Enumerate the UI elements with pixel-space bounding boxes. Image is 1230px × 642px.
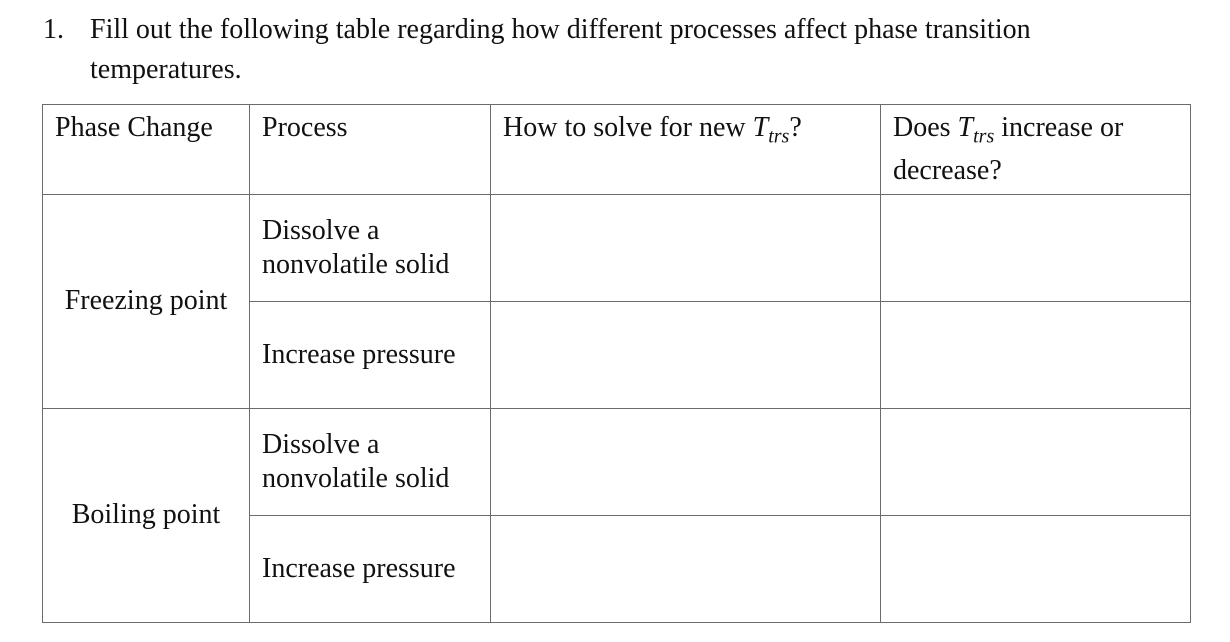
- question-number: 1.: [43, 14, 64, 45]
- t-subscript: trs: [973, 125, 995, 148]
- question-text-1: Fill out the following table regarding how different processes affect phase transition: [90, 14, 1031, 45]
- how-to-solve-answer-cell[interactable]: [491, 301, 881, 408]
- increase-decrease-answer-cell[interactable]: [881, 515, 1191, 622]
- phase-change-cell: Freezing point: [43, 194, 250, 408]
- header-process: Process: [250, 105, 491, 195]
- how-to-solve-prefix: How to solve for new: [503, 112, 753, 143]
- phase-transition-table: [42, 104, 1191, 623]
- process-cell: Increase pressure: [250, 515, 491, 622]
- process-cell: Increase pressure: [250, 301, 491, 408]
- question-text-2: temperatures.: [90, 54, 242, 85]
- header-how-to-solve: [491, 105, 881, 195]
- table-row: [43, 408, 1191, 515]
- phase-change-cell: Boiling point: [43, 408, 250, 622]
- does-prefix: Does: [893, 112, 958, 143]
- header-increase-decrease: [881, 105, 1191, 195]
- process-cell: Dissolve a nonvolatile solid: [250, 408, 491, 515]
- how-to-solve-answer-cell[interactable]: [491, 408, 881, 515]
- header-phase-change: Phase Change: [43, 105, 250, 195]
- table-row: [43, 194, 1191, 301]
- how-to-solve-suffix: ?: [789, 112, 802, 143]
- t-symbol: T: [752, 112, 769, 143]
- question-prompt: [43, 10, 1203, 90]
- increase-decrease-answer-cell[interactable]: [881, 194, 1191, 301]
- t-symbol: T: [957, 112, 974, 143]
- table-header-row: [43, 105, 1191, 195]
- increase-decrease-answer-cell[interactable]: [881, 301, 1191, 408]
- does-suffix: increase or decrease?: [893, 112, 1124, 186]
- t-subscript: trs: [768, 125, 790, 148]
- how-to-solve-answer-cell[interactable]: [491, 515, 881, 622]
- how-to-solve-answer-cell[interactable]: [491, 194, 881, 301]
- process-cell: Dissolve a nonvolatile solid: [250, 194, 491, 301]
- increase-decrease-answer-cell[interactable]: [881, 408, 1191, 515]
- question-line-1: [43, 10, 1203, 50]
